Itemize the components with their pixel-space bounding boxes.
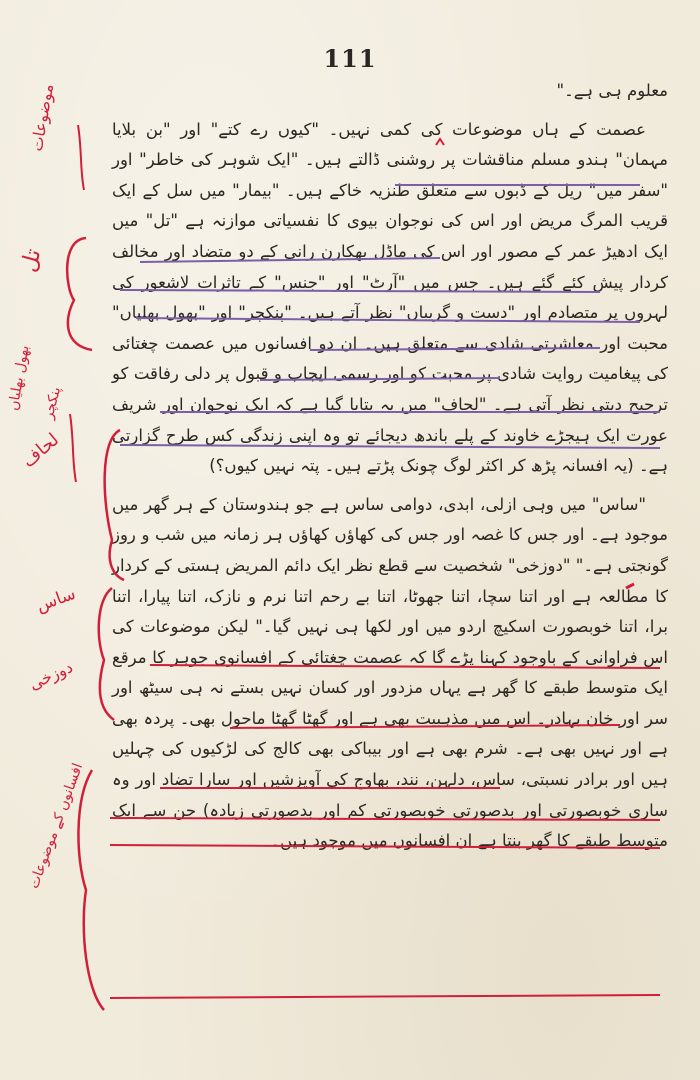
margin-note-saas: ساس: [33, 583, 79, 617]
paragraph-2: عصمت کے ہاں موضوعات کی کمی نہیں۔ "کیوں رے کتے" اور "بن بلایا مہمان" ہندو مسلم مناقشات پر روشنی ڈالتے ہیں۔ "ایک شوہر کی خاطر" اور "سفر میں" ریل کے ڈبوں سے متعلق طنزیہ خاکے ہیں۔ "بیمار" میں سل کے ایک قریب المرگ مریض اور اس کی نوجوان بیوی کا نفسیاتی موازنہ ہے "تل" میں ایک ادھیڑ عمر کے مصور اور اس کی ماڈل بھکارن رانی کے دو متضاد اور مخالف کردار پیش کئے گئے ہیں۔ جس میں "آرٹ" اور "جنس" کے تاثرات لاشعور کی لہروں پر متصادم اور "دست و گریباں" نظر آتے ہیں۔ "پنکچر" اور "بھول بھلیاں" محبت اور معاشرتی شادی سے متعلق ہیں۔ ان دو افسانوں میں عصمت چغتائی کی پیغامیت روایت شادی پر محبت کو اور رسمی ایجاب و قبول پر دلی رفاقت کو ترجیح دیتی نظر آتی ہے۔ "لحاف" میں یہ بتایا گیا ہے کہ ایک نوجوان اور شریف عورت ایک ہیجڑے خاوند کے پلے باندھ دیجائے تو وہ اپنی زندگی کس طرح گزارتی ہے۔ (یہ افسانہ پڑھ کر اکثر لوگ چونک پڑتے ہیں۔ پتہ نہیں کیوں؟): [112, 119, 668, 476]
margin-note-bhool-bhulaiyan: بھول بھلیاں: [5, 344, 33, 412]
bracket-til: [67, 238, 92, 350]
margin-note-til: تل: [16, 246, 47, 275]
paragraph-3: "ساس" میں وہی ازلی، ابدی، دوامی ساس ہے جو ہندوستان کے ہر گھر میں موجود ہے۔ اور جس کا غصہ اور جس کی کھاؤں کھاؤں ہر زمانہ میں شب و روز گونجتی ہے۔" "دوزخی" شخصیت سے قطع نظر ایک دائم المریض ہستی کے کردار کا مطالعہ ہے اور اتنا سچا، اتنا جھوٹا، اتنا بے رحم اتنا نرم و نازک، اتنا پیارا، اتنا برا، اتنا خوبصورت اسکیچ اردو میں اور لکھا ہی نہیں گیا۔" لیکن موضوعات کی اس فراوانی کے باوجود کہنا پڑے گا کہ عصمت چغتائی کے افسانوی جوہر کا مرقع ایک متوسط طبقے کا گھر ہے یہاں مزدور اور کسان نہیں بستے نہ ہی سیٹھ اور سر اور خان بہادر۔ اس میں مذہبیت بھی ہے اور گھٹا گھٹا ماحول بھی۔ پردہ بھی ہے اور نہیں بھی ہے۔ شرم بھی ہے اور بیباکی بھی کالج کی لڑکیوں کی چہلیں ہیں اور برادر نسبتی، ساس، دلہن، نند، بھاوج کی آویزشیں اور سارا تضاد اور وہ ساری خوبصورتی اور بدصورتی خوبصورتی کم اور بدصورتی زیادہ) جن سے ایک متوسط طبقے کا گھر بنتا ہے ان افسانوں میں موجود ہیں۔: [112, 494, 668, 851]
body-text: [112, 76, 668, 857]
margin-note-dozakhi: دوزخی: [26, 657, 76, 694]
margin-line-topics: [78, 125, 84, 190]
margin-note-puncture: پنکچر: [40, 385, 65, 421]
page-number: 111: [323, 44, 377, 73]
bracket-story-topics: [78, 770, 104, 1010]
margin-note-lihaf: لحاف: [18, 429, 64, 472]
margin-note-topics: موضوعات: [26, 82, 58, 153]
margin-line-lihaf: [70, 414, 76, 482]
paragraph-1: معلوم ہی ہے۔": [556, 81, 668, 100]
underline-14: [110, 995, 660, 998]
margin-note-story-topics: افسانوں کے موضوعات: [25, 761, 87, 891]
